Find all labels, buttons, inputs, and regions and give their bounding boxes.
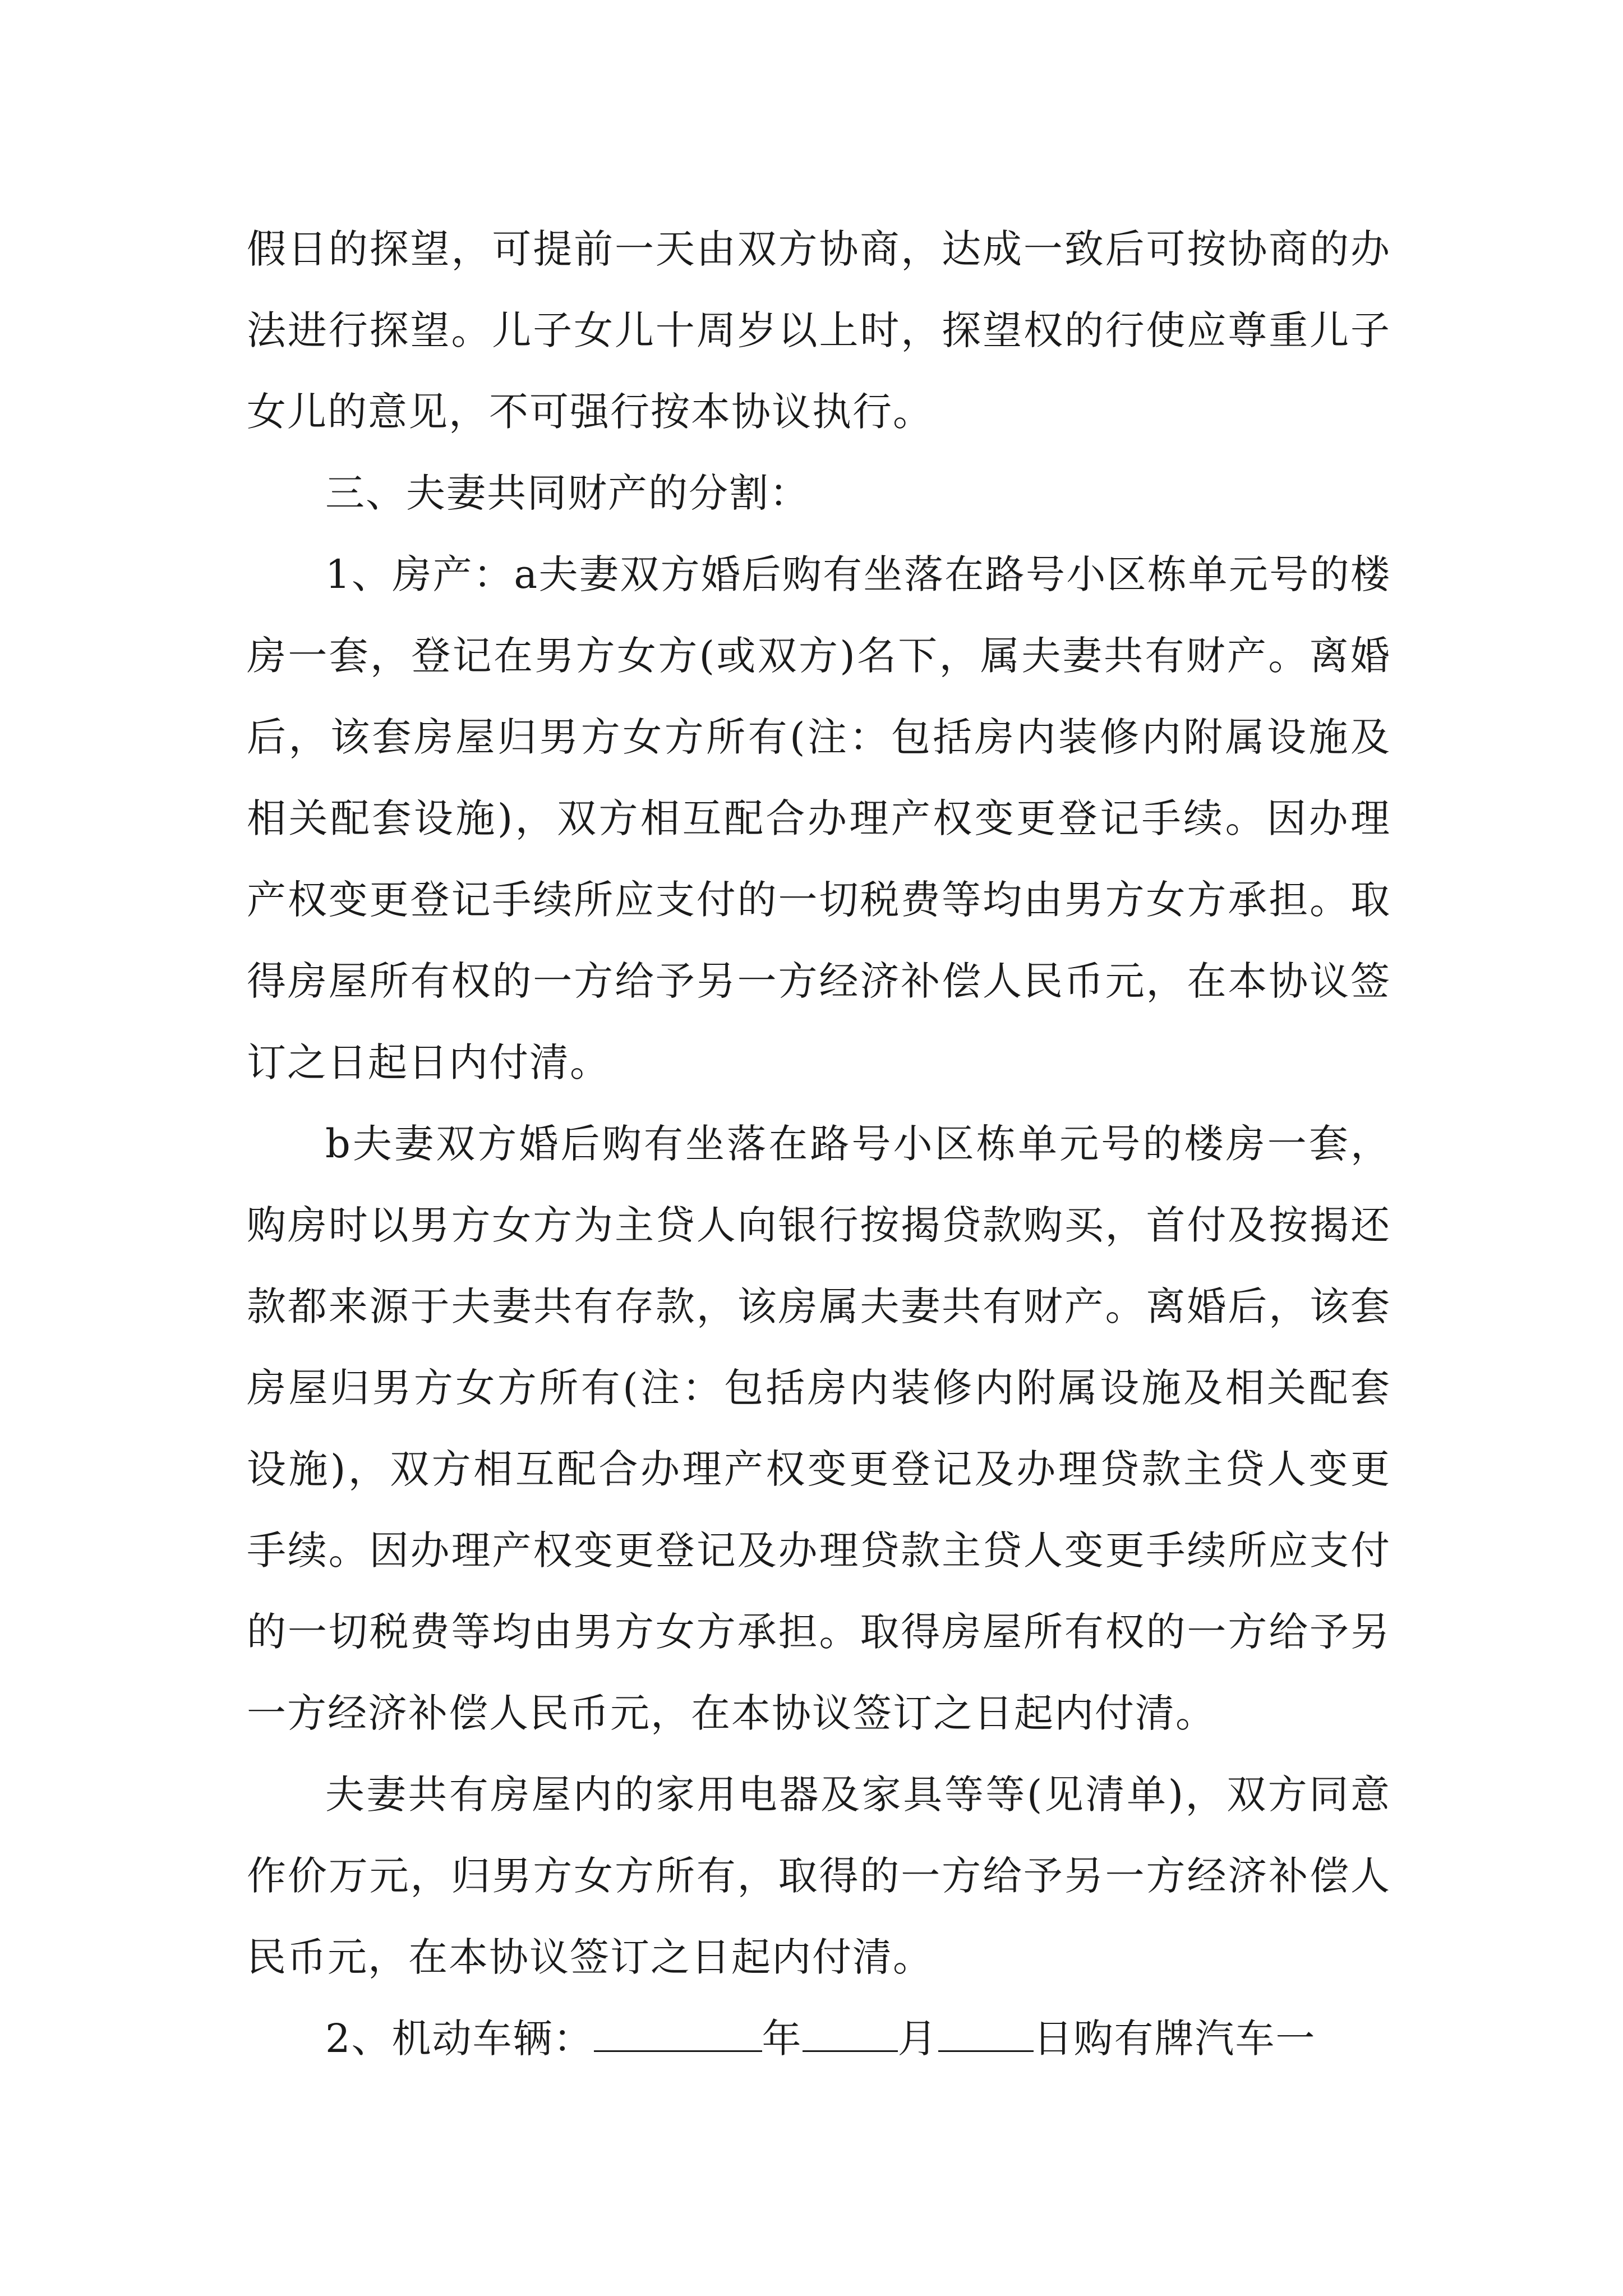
paragraph-real-estate-b: b夫妻双方婚后购有坐落在路号小区栋单元号的楼房一套，购房时以男方女方为主贷人向银行按揭贷款购买，首付及按揭还款都来源于夫妻共有存款，该房属夫妻共有财产。离婚后，该套房屋归男方女方所有(注：包括房内装修内附属设施及相关配套设施)，双方相互配合办理产权变更登记及办理贷款主贷人变更手续。因办理产权变更登记及办理贷款主贷人变更手续所应支付的一切税费等均由男方女方承担。取得房屋所有权的一方给予另一方经济补偿人民币元，在本协议签订之日起内付清。 (247, 1121, 1391, 1736)
heading-property-division: 三、夫妻共同财产的分割： (325, 470, 810, 516)
vehicle-label: 2、机动车辆： (325, 2016, 594, 2062)
paragraph-appliances: 夫妻共有房屋内的家用电器及家具等等(见清单)，双方同意作价万元，归男方女方所有，取得的一方给予另一方经济补偿人民币元，在本协议签订之日起内付清。 (247, 1772, 1391, 1980)
document-body (247, 209, 1391, 2079)
vehicle-suffix: 日购有牌汽车一 (1033, 2016, 1316, 2062)
paragraph-real-estate-a: 1、房产：a夫妻双方婚后购有坐落在路号小区栋单元号的楼房一套，登记在男方女方(或双方)名下，属夫妻共有财产。离婚后，该套房屋归男方女方所有(注：包括房内装修内附属设施及相关配套设施)，双方相互配合办理产权变更登记手续。因办理产权变更登记手续所应支付的一切税费等均由男方女方承担。取得房屋所有权的一方给予另一方经济补偿人民币元，在本协议签订之日起日内付清。 (247, 551, 1391, 1085)
blank-year-field (594, 2017, 762, 2052)
blank-month-field (803, 2017, 898, 2052)
year-label: 年 (762, 2016, 803, 2062)
blank-day-field (938, 2017, 1034, 2052)
paragraph-vehicles (247, 1998, 1391, 2079)
paragraph-visitation-continued: 假日的探望，可提前一天由双方协商，达成一致后可按协商的办法进行探望。儿子女儿十周岁以上时，探望权的行使应尊重儿子女儿的意见，不可强行按本协议执行。 (247, 226, 1391, 435)
month-label: 月 (897, 2016, 938, 2062)
